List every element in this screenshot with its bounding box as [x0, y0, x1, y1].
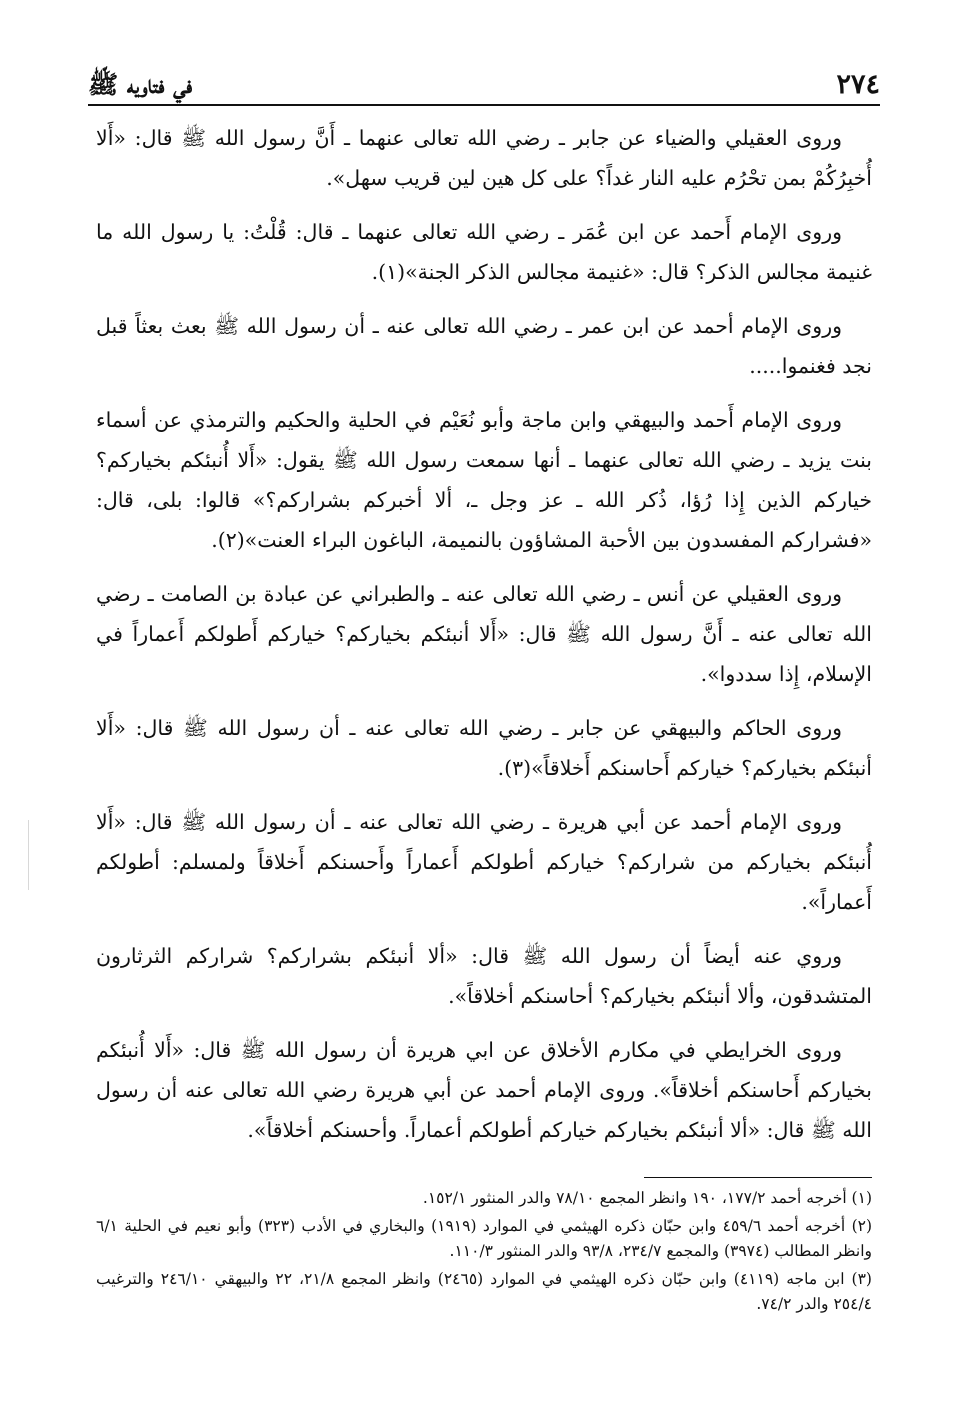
main-text [96, 118, 872, 1164]
scan-margin-mark [28, 820, 29, 890]
footnote-1: (١) أخرجه أحمد ١٧٧/٢، ١٩٠ وانظر المجمع ٧٨/١٠ والدر المنثور ١٥٢/١. [422, 1189, 872, 1207]
page-number: ٢٧٤ [836, 69, 880, 100]
footnote-2: (٢) أخرجه أحمد ٤٥٩/٦ وابن حبّان ذكره الهيثمي في الموارد (١٩١٩) والبخاري في الأدب (٣٢٣) وأبو نعيم في الحلية ٦/١ وانظر المطالب (٣٩٧٤) والمجمع ٢٣٤/٧، ٩٣/٨ والدر المنثور ١١٠/٣. [96, 1217, 873, 1260]
paragraph-3: وروى الإمام أحمد عن ابن عمر ـ رضي الله تعالى عنه ـ أن رسول الله ﷺ بعث بعثاً قبل نجد فغنموا..... [96, 314, 872, 378]
footnote-3: (٣) ابن ماجه (٤١١٩) وابن حبّان ذكره الهيثمي في الموارد (٢٤٦٥) وانظر المجمع ٢١/٨، ٢٢ والبيهقي ٢٤٦/١٠ والترغيب ٢٥٤/٤ والدر ٧٤/٢. [96, 1270, 872, 1313]
footnotes [96, 1186, 872, 1320]
paragraph-2: وروى الإمام أَحمد عن ابن عُمَر ـ رضي الله تعالى عنهما ـ قال: قُلْتُ: يا رسول الله ما غنيمة مجالس الذكر؟ قال: «غنيمة مجالس الذكر الجنة»(١). [96, 220, 872, 284]
paragraph-5: وروى العقيلي عن أنس ـ رضي الله تعالى عنه ـ والطبراني عن عبادة بن الصامت ـ رضي الله تعالى عنه ـ أَنَّ رسول الله ﷺ قال: «أَلا أنبئكم بخياركم؟ خياركم أَطولكم أَعماراً في الإسلام، إِذا سددوا». [96, 582, 872, 686]
running-title: في فتاويه ﷺ [88, 70, 193, 99]
paragraph-1: وروى العقيلي والضياء عن جابر ـ رضي الله تعالى عنهما ـ أَنَّ رسول الله ﷺ قال: «أَلا أُخبِرُكُمْ بمن تحْرُم عليه النار غداً؟ على كل هين لين قريب سهل». [96, 126, 872, 190]
paragraph-6: وروى الحاكم والبيهقي عن جابر ـ رضي الله تعالى عنه ـ أن رسول الله ﷺ قال: «أَلا أنبئكم بخياركم؟ خياركم أَحاسنكم أَخلاقاً»(٣). [96, 716, 872, 780]
paragraph-4: وروى الإمام أَحمد والبيهقي وابن ماجة وأبو نُعَيْم في الحلية والحكيم والترمذي عن أسماء بنت يزيد ـ رضي الله تعالى عنهما ـ أنها سمعت رسول الله ﷺ يقول: «أَلا أُنبئكم بخياركم؟ خياركم الذين إِذا رُؤا، ذُكر الله ـ عز وجل ـ، ألا أخبركم بشراركم؟» قالوا: بلى، قال: «فشراركم المفسدون بين الأحبة المشاؤون بالنميمة، الباغون البراء العنت»(٢). [96, 408, 872, 552]
paragraph-8: وروي عنه أيضاً أن رسول الله ﷺ قال: «ألا أنبئكم بشراركم؟ شراركم الثرثارون المتشدقون، وألا أنبئكم بخياركم؟ أحاسنكم أخلاقاً». [96, 944, 872, 1008]
page-header [88, 62, 880, 102]
header-rule [88, 104, 880, 106]
paragraph-7: وروى الإمام أحمد عن أبي هريرة ـ رضي الله تعالى عنه ـ أن رسول الله ﷺ قال: «أَلا أُنبئكم بخياركم من شراركم؟ خياركم أطولكم أَعماراً وأَحسنكم أَخلاقاً ولمسلم: أطولكم أَعماراً». [96, 810, 872, 914]
paragraph-9: وروى الخرايطي في مكارم الأخلاق عن ابي هريرة أن رسول الله ﷺ قال: «أَلا أُنبئكم بخياركم أَحاسنكم أخلاقاً». وروى الإمام أحمد عن أبي هريرة رضي الله تعالى عنه أن رسول الله ﷺ قال: «ألا أنبئكم بخياركم خياركم أطولكم أعماراً. وأحسنكم أخلاقاً». [96, 1038, 872, 1142]
footnote-separator [644, 1177, 872, 1178]
